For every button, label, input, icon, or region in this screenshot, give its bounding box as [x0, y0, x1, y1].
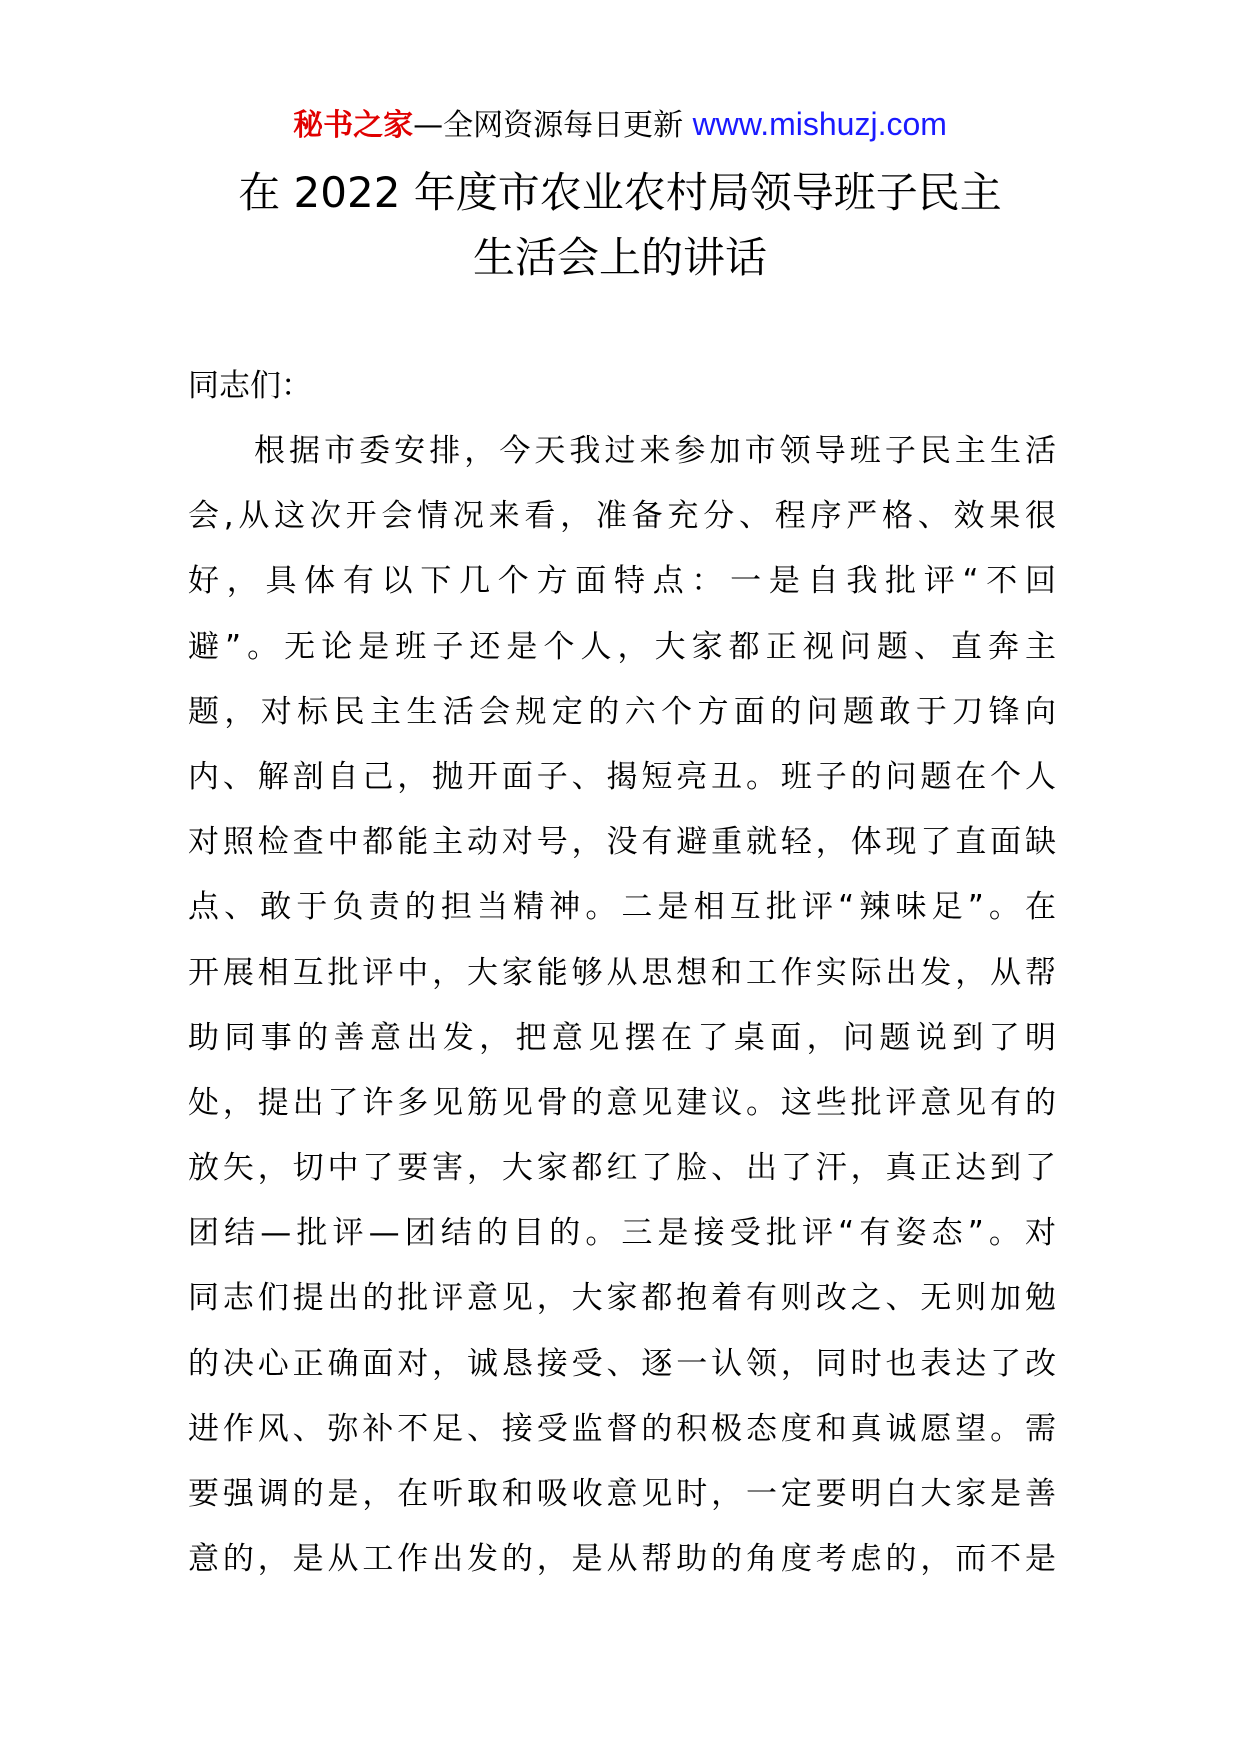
body-line: 根据市委安排，今天我过来参加市领导班子民主生活	[254, 433, 1056, 469]
greeting: 同志们：	[188, 368, 312, 404]
body-line: 题，对标民主生活会规定的六个方面的问题敢于刀锋向	[188, 693, 1056, 730]
body-line: 内、解剖自己，抛开面子、揭短亮丑。班子的问题在个人	[188, 758, 1056, 795]
document-title-line-2: 生活会上的讲话	[472, 233, 767, 282]
body-line: 的决心正确面对，诚恳接受、逐一认领，同时也表达了改	[188, 1345, 1056, 1382]
body-line: 要强调的是，在听取和吸收意见时，一定要明白大家是善	[188, 1476, 1056, 1512]
body-line: 同志们提出的批评意见，大家都抱着有则改之、无则加勉	[188, 1280, 1056, 1317]
body-line: 对照检查中都能主动对号，没有避重就轻，体现了直面缺	[188, 824, 1056, 861]
body-line: 处，提出了许多见筋见骨的意见建议。这些批评意见有的	[188, 1084, 1056, 1121]
body-line: 团结—批评—团结的目的。三是接受批评“有姿态”。对	[188, 1215, 1056, 1252]
brand-name: 秘书之家	[293, 108, 414, 143]
body-line: 进作风、弥补不足、接受监督的积极态度和真诚愿望。需	[188, 1410, 1056, 1447]
body-line: 会,从这次开会情况来看，准备充分、程序严格、效果很	[188, 498, 1056, 535]
document-title-line-1: 在 2022 年度市农业农村局领导班子民主	[238, 168, 1002, 217]
body-line: 点、敢于负责的担当精神。二是相互批评“辣味足”。在	[188, 889, 1056, 926]
site-header	[0, 102, 1240, 148]
body-line: 避”。无论是班子还是个人，大家都正视问题、直奔主	[188, 628, 1056, 665]
body-line: 意的，是从工作出发的，是从帮助的角度考虑的，而不是	[188, 1541, 1056, 1578]
body-text	[188, 429, 1056, 1602]
site-url-link[interactable]: www.mishuzj.com	[692, 106, 947, 142]
body-line: 放矢，切中了要害，大家都红了脸、出了汗，真正达到了	[188, 1150, 1056, 1187]
body-line: 好，具体有以下几个方面特点：一是自我批评“不回	[188, 563, 1056, 600]
body-line: 开展相互批评中，大家能够从思想和工作实际出发，从帮	[188, 954, 1056, 991]
body-line: 助同事的善意出发，把意见摆在了桌面，问题说到了明	[188, 1019, 1056, 1056]
header-tagline: —全网资源每日更新	[413, 108, 684, 143]
